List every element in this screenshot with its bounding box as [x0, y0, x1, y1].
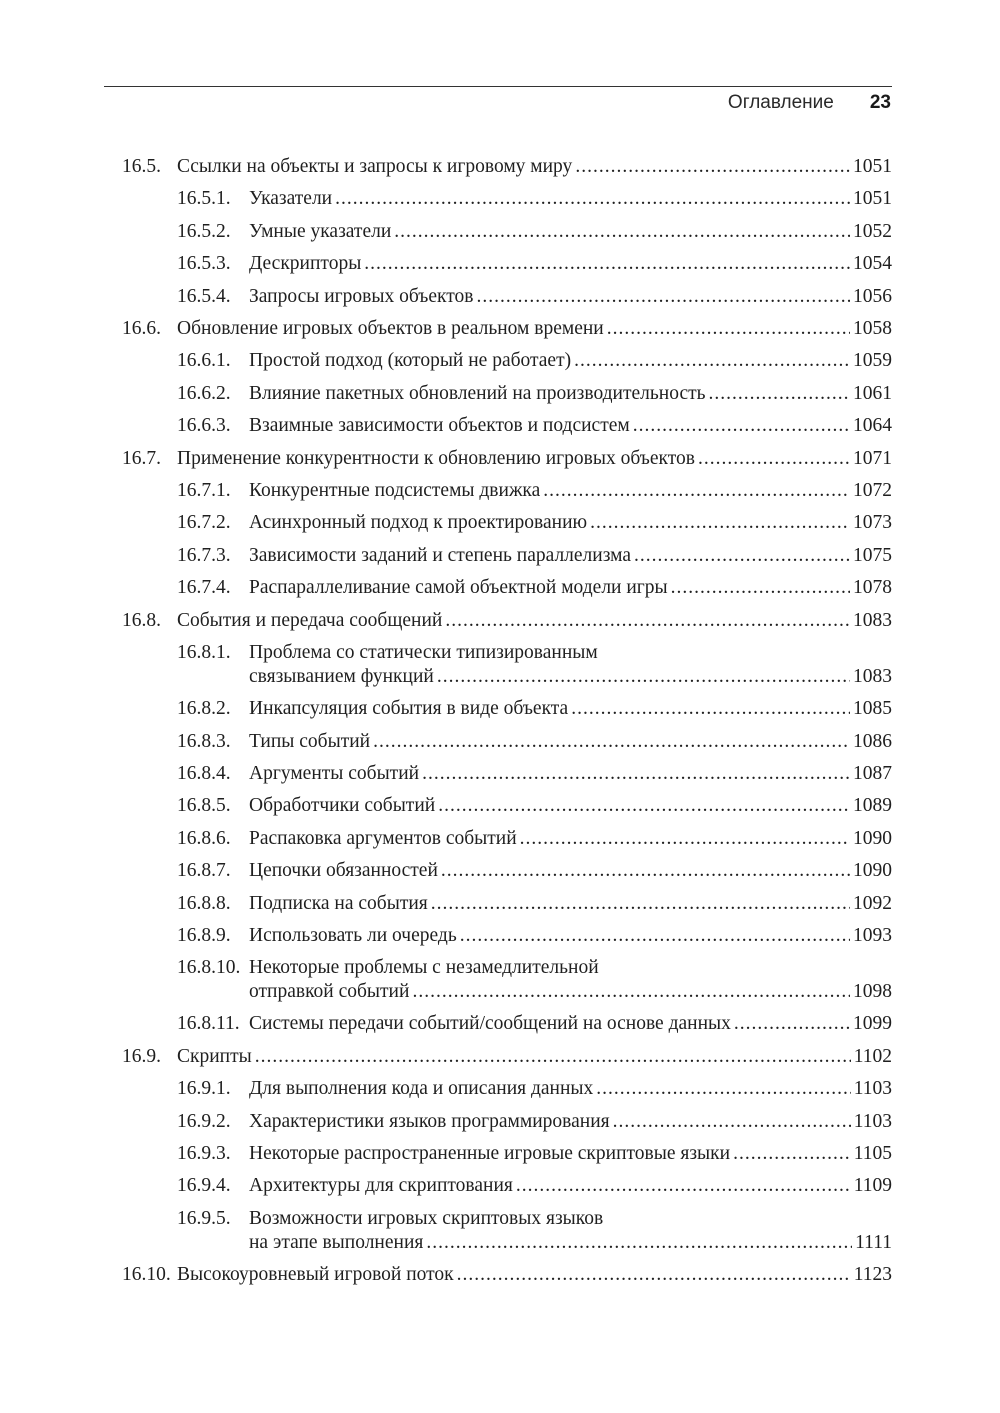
- subsection-title: Для выполнения кода и описания данных: [249, 1078, 594, 1100]
- page-ref: 1089: [853, 795, 892, 817]
- page-ref: 1123: [853, 1263, 892, 1285]
- subsection-number: 16.7.4.: [177, 577, 231, 599]
- page-ref: 1086: [853, 730, 892, 752]
- subsection-title: Цепочки обязанностей: [249, 860, 438, 882]
- subsection-title: Типы событий: [249, 730, 371, 752]
- page-ref: 1093: [853, 924, 892, 946]
- dot-leader: [438, 790, 850, 822]
- dot-leader: [335, 183, 850, 215]
- page-ref: 1085: [853, 698, 892, 720]
- page-ref: 1098: [853, 981, 892, 1003]
- page-ref: 1071: [853, 447, 892, 469]
- subsection-number: 16.7.3.: [177, 544, 231, 566]
- subsection-title: Подписка на события: [249, 892, 428, 914]
- toc-subsection-entry[interactable]: [122, 248, 892, 280]
- subsection-title-line2: отправкой событий: [249, 981, 410, 1003]
- page-ref: 1075: [853, 544, 892, 566]
- section-title: Применение конкурентности к обновлению игровых объектов: [177, 447, 695, 469]
- subsection-title: Зависимости заданий и степень параллелизма: [249, 544, 632, 566]
- page-ref: 1064: [853, 415, 892, 437]
- subsection-title-line1: Некоторые проблемы с незамедлительной: [249, 957, 599, 979]
- dot-leader: [571, 693, 850, 725]
- subsection-title: Дескрипторы: [249, 253, 362, 275]
- toc-subsection-entry[interactable]: [122, 281, 892, 313]
- toc-subsection-entry[interactable]: [122, 888, 892, 920]
- subsection-number: 16.5.4.: [177, 285, 231, 307]
- page-ref: 1103: [853, 1110, 892, 1132]
- page-ref: 1051: [853, 156, 892, 177]
- toc-subsection-entry[interactable]: [122, 1008, 892, 1040]
- toc-subsection-entry[interactable]: [122, 378, 892, 410]
- dot-leader: [733, 1138, 851, 1170]
- page-ref: 1052: [853, 220, 892, 242]
- subsection-title: Умные указатели: [249, 220, 392, 242]
- subsection-number: 16.9.3.: [177, 1142, 231, 1164]
- subsection-title: Некоторые распространенные игровые скриптовые языки: [249, 1142, 731, 1164]
- subsection-number: 16.8.5.: [177, 795, 231, 817]
- section-number: 16.8.: [122, 609, 161, 631]
- dot-leader: [516, 1170, 851, 1202]
- subsection-number: 16.6.1.: [177, 350, 231, 372]
- dot-leader: [255, 1041, 851, 1073]
- toc-subsection-entry[interactable]: [122, 726, 892, 758]
- toc-subsection-entry[interactable]: [122, 183, 892, 215]
- subsection-title: Взаимные зависимости объектов и подсистем: [249, 415, 630, 437]
- dot-leader: [698, 443, 850, 475]
- toc-subsection-entry[interactable]: [122, 410, 892, 442]
- subsection-number: 16.8.1.: [177, 642, 231, 664]
- dot-leader: [613, 1106, 851, 1138]
- section-title: Высокоуровневый игровой поток: [177, 1263, 454, 1285]
- page-ref: 1051: [853, 188, 892, 210]
- dot-leader: [543, 475, 850, 507]
- subsection-number: 16.7.1.: [177, 480, 231, 502]
- page-ref: 1109: [853, 1175, 892, 1197]
- subsection-number: 16.8.2.: [177, 698, 231, 720]
- page-ref: 1078: [853, 577, 892, 599]
- toc-section-entry[interactable]: [122, 605, 892, 637]
- toc-subsection-entry[interactable]: [122, 216, 892, 248]
- toc-section-entry[interactable]: [122, 313, 892, 345]
- subsection-number: 16.5.2.: [177, 220, 231, 242]
- subsection-number: 16.9.1.: [177, 1078, 231, 1100]
- subsection-title-line2: связыванием функций: [249, 666, 434, 688]
- toc-subsection-entry[interactable]: [122, 507, 892, 539]
- toc-subsection-entry[interactable]: [122, 790, 892, 822]
- page-ref: 1072: [853, 480, 892, 502]
- page-ref: 1061: [853, 382, 892, 404]
- subsection-title-line2: на этапе выполнения: [249, 1231, 424, 1253]
- dot-leader: [373, 726, 850, 758]
- subsection-title: Инкапсуляция события в виде объекта: [249, 698, 569, 720]
- toc-subsection-entry[interactable]: [122, 920, 892, 952]
- page-ref: 1111: [855, 1231, 892, 1253]
- subsection-title: Архитектуры для скриптования: [249, 1175, 513, 1197]
- section-title: Обновление игровых объектов в реальном времени: [177, 318, 604, 340]
- section-number: 16.6.: [122, 318, 161, 340]
- dot-leader: [437, 665, 850, 689]
- toc-subsection-entry[interactable]: [122, 540, 892, 572]
- page-ref: 1092: [853, 892, 892, 914]
- section-number: 16.7.: [122, 447, 161, 469]
- page-ref: 1103: [853, 1078, 892, 1100]
- dot-leader: [364, 248, 850, 280]
- page-ref: 1058: [853, 318, 892, 340]
- section-title: События и передача сообщений: [177, 609, 443, 631]
- dot-leader: [394, 216, 850, 248]
- dot-leader: [441, 855, 850, 887]
- subsection-number: 16.5.1.: [177, 188, 231, 210]
- toc-subsection-entry[interactable]: [122, 823, 892, 855]
- page-ref: 1083: [853, 666, 892, 688]
- toc-subsection-entry[interactable]: [122, 345, 892, 377]
- section-number: 16.9.: [122, 1045, 161, 1067]
- subsection-title: Указатели: [249, 188, 333, 210]
- page-header: [104, 92, 891, 118]
- toc-subsection-entry[interactable]: [122, 693, 892, 725]
- subsection-title-line1: Проблема со статически типизированным: [249, 642, 598, 664]
- subsection-number: 16.6.2.: [177, 382, 231, 404]
- toc-subsection-entry[interactable]: [122, 1073, 892, 1105]
- dot-leader: [671, 572, 850, 604]
- toc-subsection-entry[interactable]: [122, 952, 892, 1008]
- dot-leader: [607, 313, 850, 345]
- dot-leader: [634, 540, 850, 572]
- subsection-number: 16.8.9.: [177, 924, 231, 946]
- subsection-title: Использовать ли очередь: [249, 924, 457, 946]
- toc-subsection-entry[interactable]: [122, 572, 892, 604]
- dot-leader: [445, 605, 850, 637]
- dot-leader: [476, 281, 850, 313]
- running-title: Оглавление: [727, 92, 834, 113]
- subsection-number: 16.7.2.: [177, 512, 231, 534]
- dot-leader: [431, 888, 850, 920]
- page-ref: 1073: [853, 512, 892, 534]
- toc-subsection-entry[interactable]: [122, 475, 892, 507]
- dot-leader: [709, 378, 850, 410]
- subsection-number: 16.8.8.: [177, 892, 231, 914]
- subsection-number: 16.9.4.: [177, 1175, 231, 1197]
- page-ref: 1099: [853, 1013, 892, 1035]
- subsection-number: 16.6.3.: [177, 415, 231, 437]
- subsection-title: Распараллеливание самой объектной модели игры: [249, 577, 668, 599]
- subsection-title-line1: Возможности игровых скриптовых языков: [249, 1207, 604, 1229]
- header-rule: [104, 86, 892, 87]
- dot-leader: [575, 151, 850, 183]
- page-ref: 1105: [853, 1142, 892, 1164]
- toc-section-entry[interactable]: [122, 151, 892, 183]
- page-ref: 1059: [853, 350, 892, 372]
- subsection-title: Асинхронный подход к проектированию: [249, 512, 588, 534]
- dot-leader: [596, 1073, 850, 1105]
- page-ref: 1083: [853, 609, 892, 631]
- page-number: 23: [869, 92, 891, 113]
- subsection-number: 16.8.7.: [177, 860, 231, 882]
- dot-leader: [426, 1231, 852, 1255]
- page-ref: 1056: [853, 285, 892, 307]
- dot-leader: [457, 1259, 851, 1291]
- toc-subsection-entry[interactable]: [122, 637, 892, 693]
- toc-section-entry[interactable]: [122, 1259, 892, 1291]
- subsection-number: 16.8.4.: [177, 762, 231, 784]
- toc-subsection-entry[interactable]: [122, 1106, 892, 1138]
- dot-leader: [633, 410, 850, 442]
- toc-subsection-entry[interactable]: [122, 758, 892, 790]
- section-title: Ссылки на объекты и запросы к игровому миру: [177, 156, 573, 177]
- toc-subsection-entry[interactable]: [122, 855, 892, 887]
- section-title: Скрипты: [177, 1045, 252, 1067]
- toc-subsection-entry[interactable]: [122, 1170, 892, 1202]
- toc-subsection-entry[interactable]: [122, 1203, 892, 1259]
- subsection-number: 16.5.3.: [177, 253, 231, 275]
- subsection-number: 16.9.2.: [177, 1110, 231, 1132]
- subsection-title: Конкурентные подсистемы движка: [249, 480, 541, 502]
- section-number: 16.5.: [122, 156, 161, 177]
- subsection-title: Обработчики событий: [249, 795, 436, 817]
- page-ref: 1090: [853, 827, 892, 849]
- subsection-number: 16.8.11.: [177, 1013, 240, 1035]
- subsection-title: Аргументы событий: [249, 762, 420, 784]
- toc-section-entry[interactable]: [122, 443, 892, 475]
- dot-leader: [574, 345, 850, 377]
- subsection-number: 16.8.10.: [177, 957, 241, 979]
- subsection-number: 16.9.5.: [177, 1207, 231, 1229]
- dot-leader: [520, 823, 850, 855]
- subsection-title: Влияние пакетных обновлений на производительность: [249, 382, 706, 404]
- page-ref: 1090: [853, 860, 892, 882]
- dot-leader: [734, 1008, 850, 1040]
- dot-leader: [460, 920, 850, 952]
- toc-section-entry[interactable]: [122, 1041, 892, 1073]
- dot-leader: [412, 980, 850, 1004]
- subsection-title: Системы передачи событий/сообщений на основе данных: [249, 1013, 731, 1035]
- toc-subsection-entry[interactable]: [122, 1138, 892, 1170]
- page-ref: 1054: [853, 253, 892, 275]
- table-of-contents: [122, 151, 892, 1291]
- page-ref: 1087: [853, 762, 892, 784]
- subsection-title: Характеристики языков программирования: [249, 1110, 610, 1132]
- dot-leader: [422, 758, 850, 790]
- subsection-title: Распаковка аргументов событий: [249, 827, 517, 849]
- subsection-title: Запросы игровых объектов: [249, 285, 474, 307]
- subsection-number: 16.8.3.: [177, 730, 231, 752]
- page-ref: 1102: [853, 1045, 892, 1067]
- subsection-title: Простой подход (который не работает): [249, 350, 572, 372]
- section-number: 16.10.: [122, 1263, 171, 1285]
- subsection-number: 16.8.6.: [177, 827, 231, 849]
- dot-leader: [590, 507, 850, 539]
